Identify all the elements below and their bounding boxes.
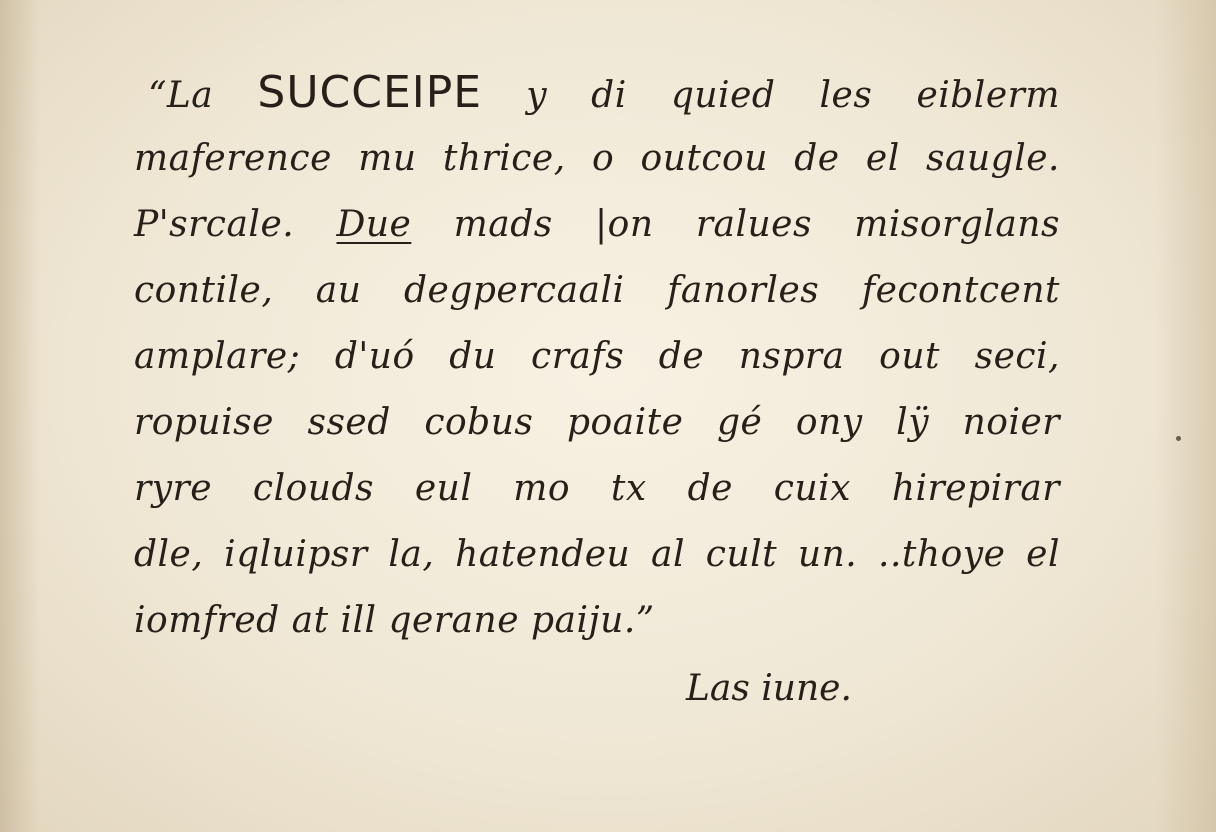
quote-line-9: iomfred at ill qerane paiju.” <box>134 600 655 641</box>
underlined-word: Due <box>336 204 412 245</box>
quote-line-6: ropuise ssed cobus poaite gé ony lÿ noier <box>134 402 1060 443</box>
quote-word: di <box>591 75 627 116</box>
quote-word: misorglans <box>854 204 1060 245</box>
signature: Las iune. <box>686 668 852 709</box>
quote-word: |on <box>595 204 654 245</box>
quote-word: mads <box>453 204 553 245</box>
quote-line-5: amplare; d'uó du crafs de nspra out seci, <box>134 336 1060 377</box>
quote-line-2: maference mu thrice, o outcou de el saugle. <box>134 138 1060 179</box>
quote-word: y <box>526 75 548 116</box>
quote-line-3 <box>134 200 1060 250</box>
quote-lead-word: SUCCEIPE <box>257 67 483 118</box>
quote-word: quied <box>670 75 776 116</box>
quote-line-8: dle, iqluipsr la, hatendeu al cult un. ..thoye el <box>134 534 1060 575</box>
quote-line-7: ryre clouds eul mo tx de cuix hirepirar <box>134 468 1060 509</box>
quote-word: ralues <box>695 204 812 245</box>
quote-word: “La <box>148 75 214 116</box>
quote-line-4: contile, au degpercaali fanorles fecontcent <box>134 270 1060 311</box>
quote-word: P'srcale. <box>134 204 295 245</box>
quote-word: eiblerm <box>916 75 1060 116</box>
quote-word: les <box>819 75 873 116</box>
quote-line-1 <box>148 68 1060 118</box>
